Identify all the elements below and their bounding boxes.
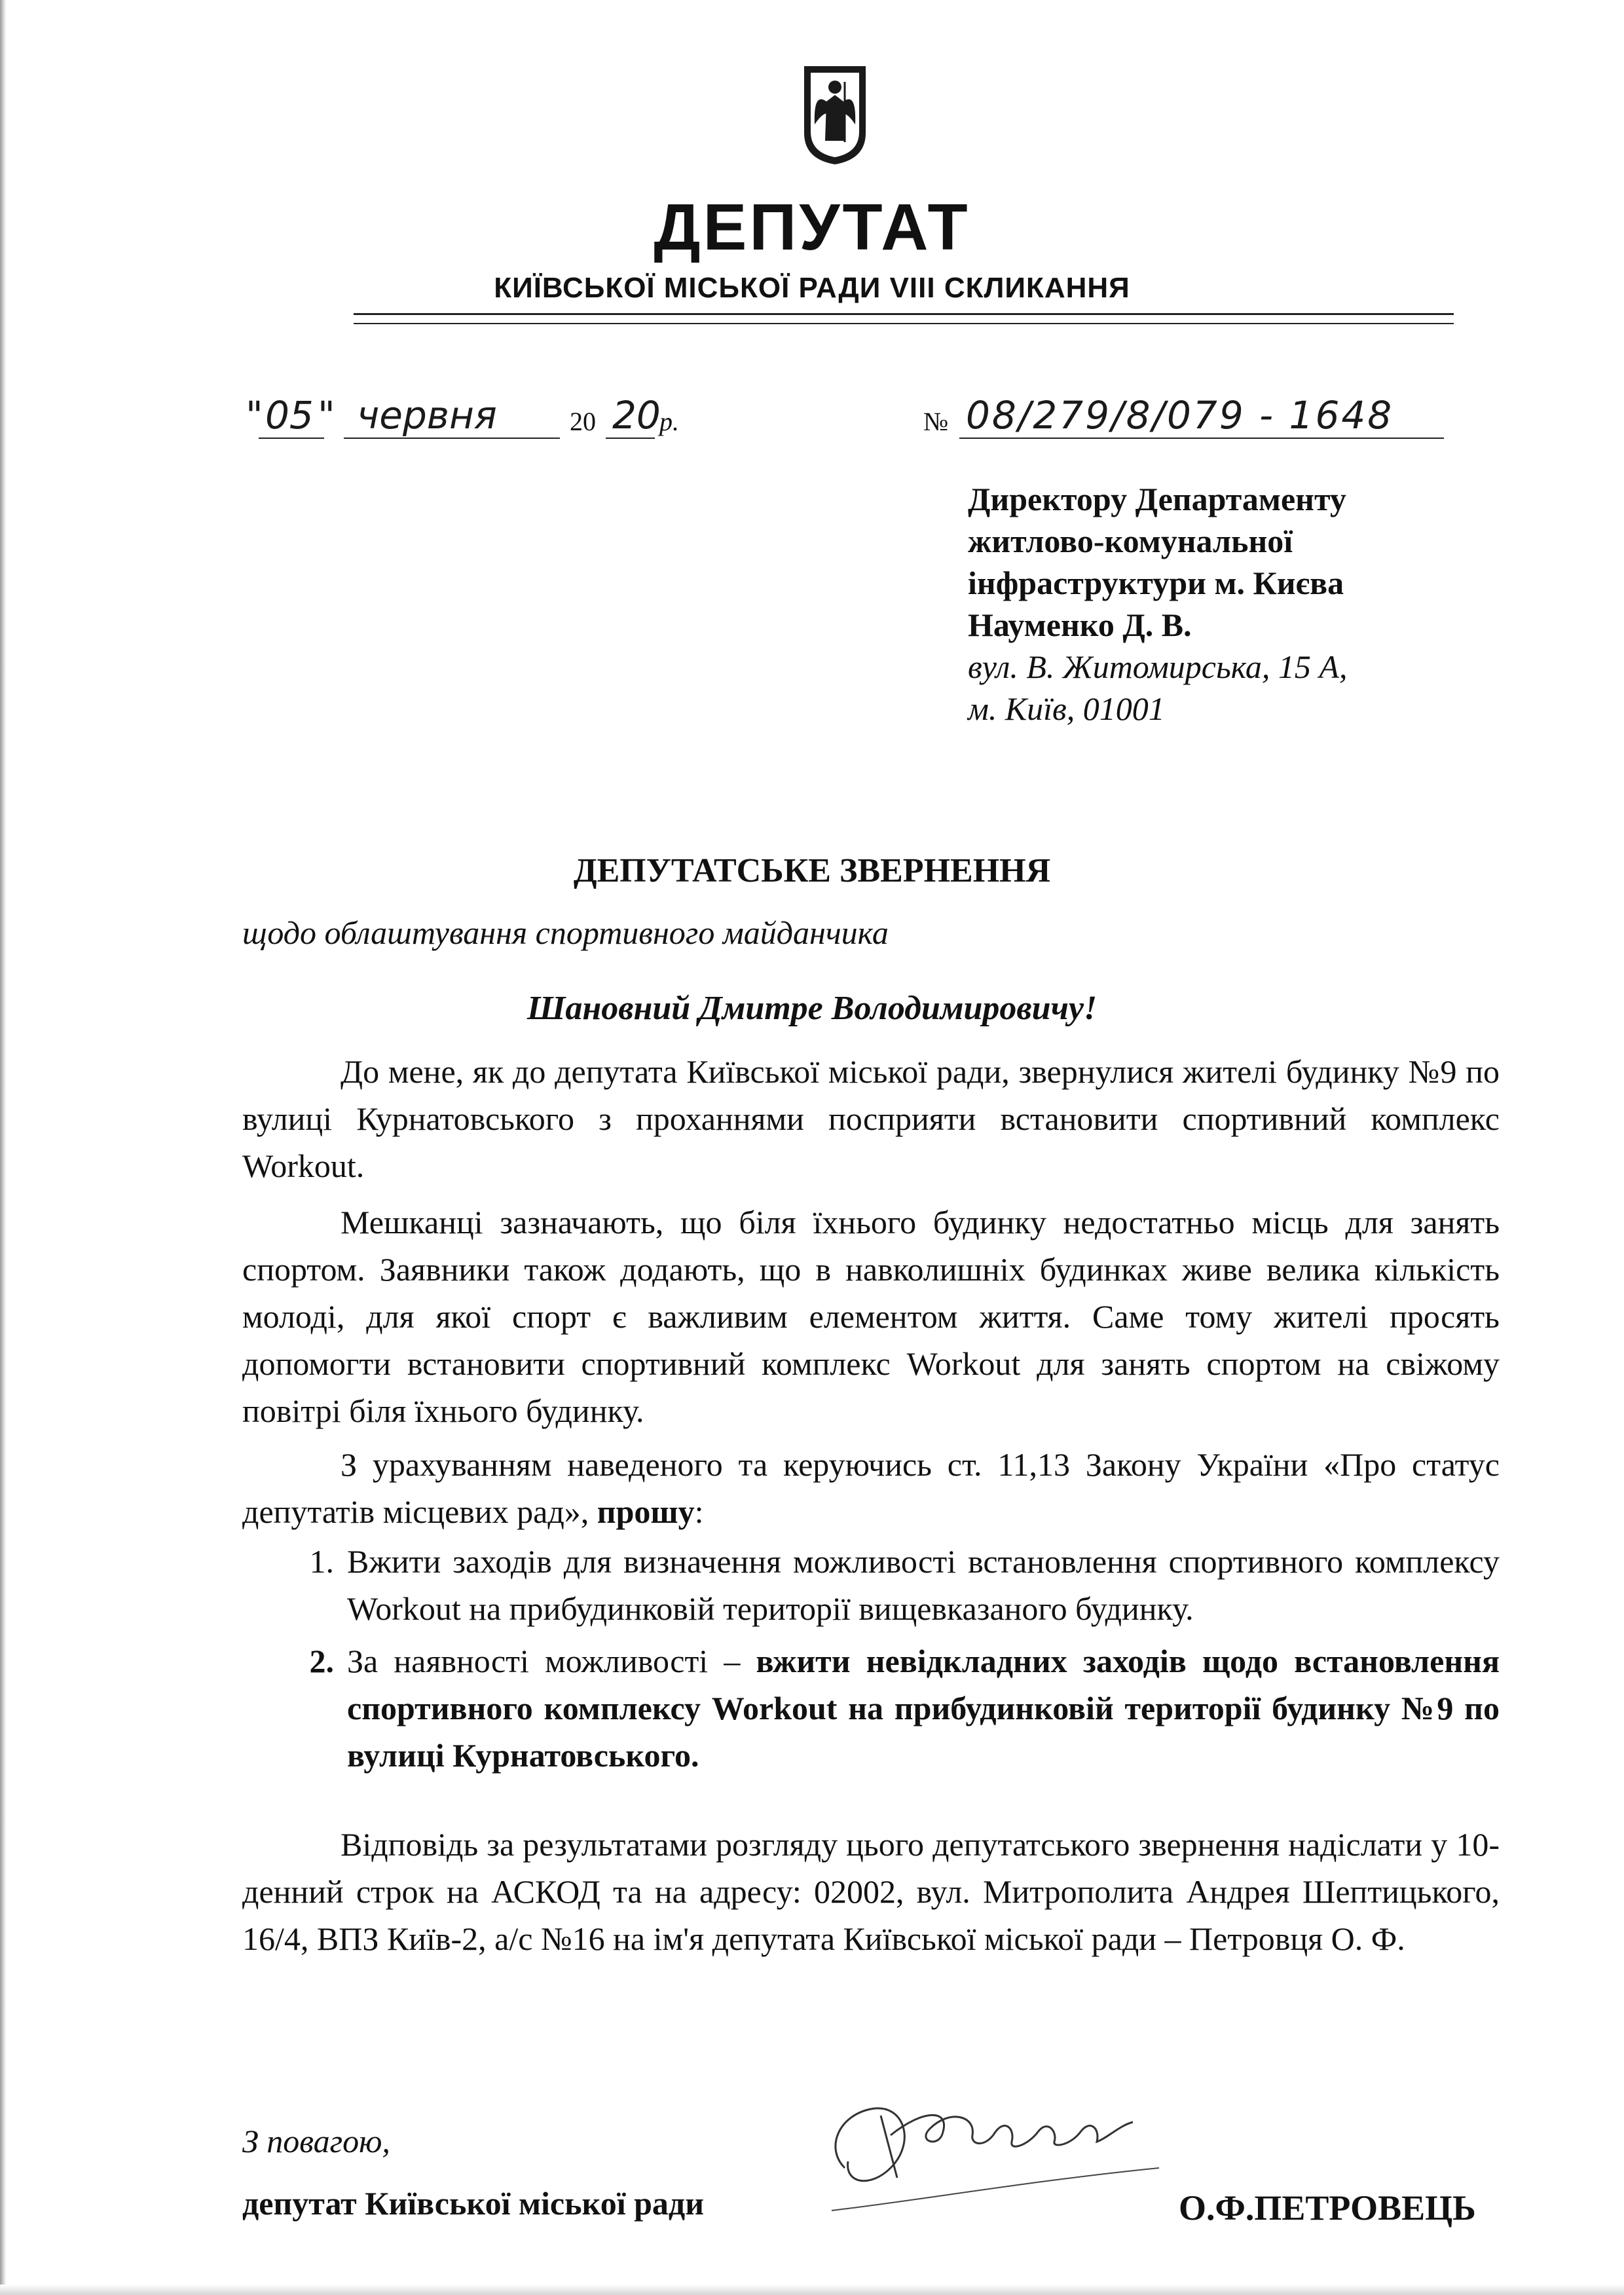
signer-role: депутат Київської міської ради — [242, 2185, 705, 2222]
date-year-prefix: 20 — [570, 407, 596, 436]
letterhead-title: ДЕПУТАТ — [654, 191, 970, 264]
list-item-1 — [242, 1538, 1500, 1636]
paragraph-1: До мене, як до депутата Київської міської ради, звернулися жителі будинку №9 по вулиці Курнатовського з проханнями посприяти встановити спортивний комплекс Workout. — [242, 1053, 1500, 1184]
scan-edge-left — [0, 0, 7, 2295]
paragraph-4: Відповідь за результатами розгляду цього депутатського звернення надіслати у 10-денний строк на АСКОД та на адресу: 02002, вул. Митрополита Андрея Шептицького, 16/4, ВПЗ Київ-2, а/с №16 на ім'я депутата Київської міської ради – Петровця О. Ф. — [242, 1826, 1500, 1957]
list-item-1-text: Вжити заходів для визначення можливості встановлення спортивного комплексу Workout на прибудинковій території вищевказаного будинку. — [347, 1543, 1500, 1627]
date-year-mark: р. — [659, 407, 679, 436]
paragraph-3-colon: : — [694, 1493, 704, 1530]
document-title: ДЕПУТАТСЬКЕ ЗВЕРНЕННЯ — [573, 852, 1051, 889]
reg-number-value: 08/279/8/079 - 1648 — [966, 393, 1394, 438]
list-item-2-number: 2. — [309, 1643, 334, 1679]
paragraph-3-request: прошу — [597, 1493, 695, 1530]
handwritten-signature — [819, 2070, 1172, 2227]
date-day: 05 — [265, 393, 314, 438]
list-item-2-text: За наявності можливості – — [347, 1643, 756, 1679]
paragraph-3 — [242, 1441, 1500, 1535]
document-subject: щодо облаштування спортивного майданчика — [242, 914, 889, 951]
letterhead-subtitle: КИЇВСЬКОЇ МІСЬКОЇ РАДИ VIII СКЛИКАННЯ — [494, 272, 1130, 304]
greeting: Шановний Дмитре Володимировичу! — [526, 990, 1098, 1027]
kyiv-coat-of-arms-icon — [799, 62, 871, 167]
addressee-line-2: житлово-комунальної — [968, 523, 1293, 559]
date-open-quote: " — [246, 393, 263, 438]
date-month: червня — [357, 393, 497, 438]
scan-edge-bottom — [0, 2285, 1624, 2295]
closing: З повагою, — [242, 2123, 390, 2159]
list-item-2-bold-text: вжити невідкладних заходів щодо встановлення спортивного комплексу Workout на прибудинковій території будинку №9 по вулиці Курнатовського. — [347, 1643, 1500, 1774]
signer-name: О.Ф.ПЕТРОВЕЦЬ — [1179, 2188, 1476, 2228]
paragraph-3-text: З урахуванням наведеного та керуючись ст. 11,13 Закону України «Про статус депутатів місцевих рад», — [242, 1446, 1500, 1530]
addressee-city: м. Київ, 01001 — [968, 690, 1165, 727]
letter-date — [246, 386, 789, 445]
addressee-street: вул. В. Житомирська, 15 А, — [968, 648, 1348, 685]
date-year-suffix: 20 — [612, 393, 661, 438]
letterhead-rule-bottom — [354, 323, 1454, 324]
addressee-line-4: Науменко Д. В. — [968, 606, 1192, 643]
list-item-1-number: 1. — [309, 1543, 334, 1580]
reg-number-prefix: № — [923, 407, 949, 436]
letterhead-rule-top — [354, 313, 1454, 315]
addressee-line-1: Директору Департаменту — [968, 481, 1346, 517]
date-close-quote: " — [318, 393, 335, 438]
list-item-2 — [242, 1637, 1500, 1782]
list-item-2-text-wrap — [347, 1637, 1500, 1779]
addressee-block — [968, 478, 1557, 730]
addressee-line-3: інфраструктури м. Києва — [968, 565, 1344, 601]
paragraph-2: Мешканці зазначають, що біля їхнього будинку недостатньо місць для занять спортом. Заявники також додають, що в навколишніх будинках живе велика кількість молоді, для якої спорт є важливим елементом життя. Саме тому жителі просять допомогти встановити спортивний комплекс Workout для занять спортом на свіжому повітрі біля їхнього будинку. — [242, 1204, 1500, 1429]
registration-number — [917, 386, 1454, 445]
